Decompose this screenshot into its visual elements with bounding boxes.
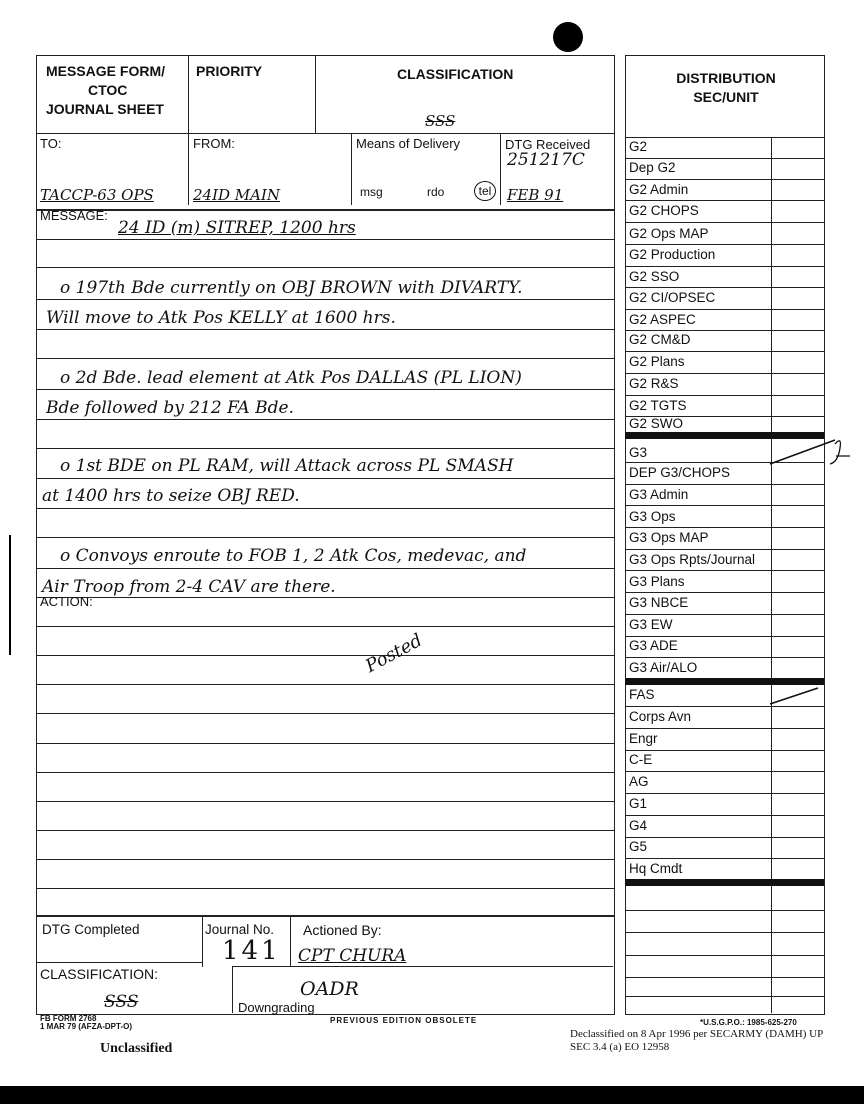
dist-item: G3 Ops — [629, 509, 676, 524]
dtg-received-value: 251217C — [507, 150, 585, 170]
dist-item: G3 ADE — [629, 638, 678, 653]
action-label: ACTION: — [40, 594, 93, 609]
dist-item: Hq Cmdt — [629, 861, 683, 876]
posted-note: Posted — [362, 629, 426, 677]
left-margin-mark — [9, 535, 11, 655]
dist-item: DEP G3/CHOPS — [629, 465, 731, 480]
gpo-note: *U.S.G.P.O.: 1985-625-270 — [700, 1018, 797, 1027]
dist-item: G3 Plans — [629, 574, 685, 589]
dist-item: G2 CM&D — [629, 332, 691, 347]
distribution-title: DISTRIBUTION SEC/UNIT — [676, 70, 776, 105]
journal-no-label: Journal No. — [205, 922, 275, 937]
tel-option: tel — [474, 181, 496, 201]
footer-classification-label: CLASSIFICATION: — [40, 966, 158, 982]
message-line: at 1400 hrs to seize OBJ RED. — [42, 486, 300, 506]
dist-item: G3 EW — [629, 617, 673, 632]
from-value: 24ID MAIN — [193, 186, 281, 204]
footer-classification-value: SSS — [104, 992, 139, 1012]
check-mark-g3 — [760, 434, 864, 470]
dist-item: G3 NBCE — [629, 595, 689, 610]
dist-item: G2 CHOPS — [629, 203, 699, 218]
downgrading-label: Downgrading — [238, 1000, 315, 1015]
dist-item: FAS — [629, 687, 655, 702]
downgrading-value: OADR — [300, 978, 359, 1000]
form-number: FB FORM 2768 1 MAR 79 (AFZA-DPT-O) — [40, 1014, 132, 1031]
journal-no-value: 141 — [222, 936, 281, 966]
dist-item: G2 Admin — [629, 182, 689, 197]
bottom-scan-edge — [0, 1086, 864, 1104]
dist-item: G3 Ops Rpts/Journal — [629, 552, 756, 567]
dist-item: G3 — [629, 445, 648, 460]
dist-item: G2 Plans — [629, 354, 685, 369]
message-line: o 197th Bde currently on OBJ BROWN with DIVARTY. — [60, 278, 523, 298]
message-line: Bde followed by 212 FA Bde. — [46, 398, 294, 418]
to-value: TACCP-63 OPS — [40, 186, 154, 204]
dist-item: Engr — [629, 731, 658, 746]
dist-item: Corps Avn — [629, 709, 692, 724]
dist-item: G2 SSO — [629, 269, 680, 284]
dist-item: G2 Production — [629, 247, 716, 262]
dist-item: G2 CI/OPSEC — [629, 290, 716, 305]
dist-item: G2 TGTS — [629, 398, 687, 413]
actioned-by-label: Actioned By: — [303, 922, 382, 938]
message-line: o 2d Bde. lead element at Atk Pos DALLAS (PL LION) — [60, 368, 522, 388]
dist-item: Dep G2 — [629, 160, 676, 175]
rdo-option: rdo — [427, 185, 445, 199]
dtg-completed-label: DTG Completed — [42, 922, 140, 937]
dist-item: AG — [629, 774, 649, 789]
actioned-by-value: CPT CHURA — [298, 946, 407, 966]
dist-item: G2 SWO — [629, 416, 684, 431]
dist-separator — [625, 879, 824, 886]
to-label: TO: — [40, 136, 62, 151]
unclassified-marking: Unclassified — [100, 1041, 173, 1056]
dist-item: G3 Admin — [629, 487, 689, 502]
message-line: o 1st BDE on PL RAM, will Attack across PL SMASH — [60, 456, 514, 476]
classification-value: SSS — [425, 112, 456, 130]
msg-option: msg — [360, 185, 383, 199]
message-line: Will move to Atk Pos KELLY at 1600 hrs. — [46, 308, 396, 328]
check-mark-fas — [768, 684, 824, 708]
dist-item: G4 — [629, 818, 648, 833]
from-label: FROM: — [193, 136, 235, 151]
previous-edition-note: PREVIOUS EDITION OBSOLETE — [330, 1016, 478, 1025]
dist-item: G5 — [629, 839, 648, 854]
dist-item: G2 ASPEC — [629, 312, 696, 327]
message-line: Air Troop from 2-4 CAV are there. — [42, 577, 336, 597]
priority-label: PRIORITY — [196, 63, 263, 79]
message-label: MESSAGE: — [40, 208, 108, 223]
declassified-note: Declassified on 8 Apr 1996 per SECARMY (DAMH) UP SEC 3.4 (a) EO 12958 — [570, 1028, 824, 1053]
dist-item: G2 — [629, 139, 648, 154]
classification-label: CLASSIFICATION — [397, 66, 514, 82]
dist-item: C-E — [629, 752, 653, 767]
dist-item: G3 Ops MAP — [629, 530, 709, 545]
dtg-received-label: DTG Received — [505, 137, 591, 152]
dist-item: G2 Ops MAP — [629, 226, 709, 241]
message-line: 24 ID (m) SITREP, 1200 hrs — [118, 218, 356, 238]
punch-hole — [553, 22, 583, 52]
dist-item: G2 R&S — [629, 376, 679, 391]
dtg-received-date: FEB 91 — [507, 186, 564, 204]
dist-item: G1 — [629, 796, 648, 811]
form-title: MESSAGE FORM/ CTOC JOURNAL SHEET — [46, 63, 166, 117]
dist-item: G3 Air/ALO — [629, 660, 698, 675]
means-of-delivery-label: Means of Delivery — [356, 136, 461, 151]
message-line: o Convoys enroute to FOB 1, 2 Atk Cos, medevac, and — [60, 546, 527, 566]
